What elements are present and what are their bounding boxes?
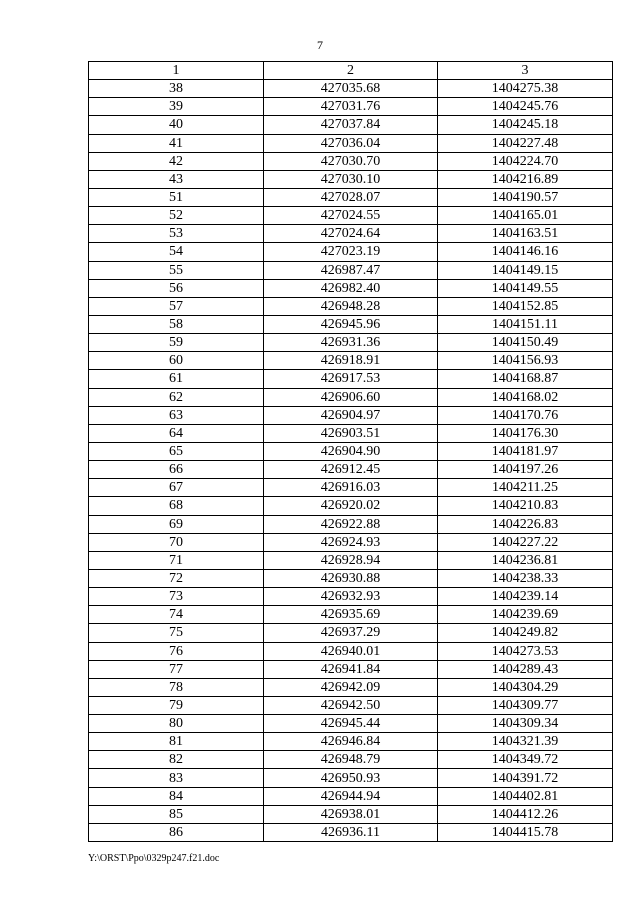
table-cell-col-1: 79 (89, 696, 264, 714)
table-cell-col-1: 63 (89, 406, 264, 424)
table-cell-col-2: 426937.29 (264, 624, 438, 642)
table-cell-col-1: 83 (89, 769, 264, 787)
table-cell-col-2: 426904.97 (264, 406, 438, 424)
table-row (89, 424, 613, 442)
table-cell-col-1: 65 (89, 442, 264, 460)
table-cell-col-3: 1404402.81 (438, 787, 613, 805)
table-cell-col-2: 426916.03 (264, 479, 438, 497)
table-cell-col-3: 1404321.39 (438, 733, 613, 751)
table-row (89, 225, 613, 243)
table-cell-col-1: 81 (89, 733, 264, 751)
table-row (89, 515, 613, 533)
table-cell-col-1: 77 (89, 660, 264, 678)
table-row (89, 715, 613, 733)
table-cell-col-3: 1404275.38 (438, 80, 613, 98)
table-cell-col-3: 1404227.48 (438, 134, 613, 152)
table-cell-col-2: 426940.01 (264, 642, 438, 660)
table-cell-col-3: 1404249.82 (438, 624, 613, 642)
table-cell-col-1: 52 (89, 207, 264, 225)
table-cell-col-1: 78 (89, 678, 264, 696)
table-cell-col-3: 1404190.57 (438, 188, 613, 206)
table-row (89, 823, 613, 841)
table-cell-col-1: 76 (89, 642, 264, 660)
table-row (89, 805, 613, 823)
table-cell-col-2: 426917.53 (264, 370, 438, 388)
table-cell-col-3: 1404304.29 (438, 678, 613, 696)
table-cell-col-3: 1404245.76 (438, 98, 613, 116)
table-row (89, 569, 613, 587)
table-cell-col-2: 426942.50 (264, 696, 438, 714)
table-cell-col-3: 1404181.97 (438, 442, 613, 460)
table-row (89, 588, 613, 606)
table-row (89, 188, 613, 206)
table-cell-col-1: 58 (89, 315, 264, 333)
table-cell-col-2: 426918.91 (264, 352, 438, 370)
table-cell-col-1: 85 (89, 805, 264, 823)
table-cell-col-2: 426944.94 (264, 787, 438, 805)
table-cell-col-1: 75 (89, 624, 264, 642)
table-row (89, 297, 613, 315)
table-cell-col-1: 60 (89, 352, 264, 370)
table-cell-col-1: 66 (89, 461, 264, 479)
table-row (89, 551, 613, 569)
table-cell-col-3: 1404149.55 (438, 279, 613, 297)
table-cell-col-2: 426930.88 (264, 569, 438, 587)
footer-file-path: Y:\ORST\Ppo\0329p247.f21.doc (88, 853, 220, 864)
table-cell-col-2: 427037.84 (264, 116, 438, 134)
table-row (89, 170, 613, 188)
table-row (89, 642, 613, 660)
table-cell-col-1: 69 (89, 515, 264, 533)
table-cell-col-3: 1404165.01 (438, 207, 613, 225)
table-cell-col-3: 1404210.83 (438, 497, 613, 515)
table-row (89, 370, 613, 388)
table-cell-col-1: 74 (89, 606, 264, 624)
table-header-row (89, 62, 613, 80)
table-row (89, 406, 613, 424)
table-cell-col-1: 70 (89, 533, 264, 551)
table-cell-col-2: 426920.02 (264, 497, 438, 515)
table-row (89, 315, 613, 333)
table-cell-col-2: 427030.10 (264, 170, 438, 188)
table-cell-col-2: 426946.84 (264, 733, 438, 751)
table-cell-col-2: 426912.45 (264, 461, 438, 479)
table-row (89, 660, 613, 678)
table-cell-col-3: 1404236.81 (438, 551, 613, 569)
table-cell-col-1: 62 (89, 388, 264, 406)
table-cell-col-1: 54 (89, 243, 264, 261)
table-cell-col-3: 1404168.87 (438, 370, 613, 388)
table-cell-col-1: 59 (89, 334, 264, 352)
table-cell-col-2: 427031.76 (264, 98, 438, 116)
table-cell-col-1: 55 (89, 261, 264, 279)
table-cell-col-1: 53 (89, 225, 264, 243)
table-cell-col-1: 56 (89, 279, 264, 297)
table-cell-col-2: 426903.51 (264, 424, 438, 442)
table-cell-col-3: 1404197.26 (438, 461, 613, 479)
table-cell-col-3: 1404216.89 (438, 170, 613, 188)
table-cell-col-2: 426945.96 (264, 315, 438, 333)
table-row (89, 352, 613, 370)
table-cell-col-1: 64 (89, 424, 264, 442)
page-number: 7 (317, 38, 323, 52)
table-cell-col-3: 1404152.85 (438, 297, 613, 315)
table-cell-col-3: 1404239.69 (438, 606, 613, 624)
table-cell-col-2: 427028.07 (264, 188, 438, 206)
table-cell-col-3: 1404415.78 (438, 823, 613, 841)
table-row (89, 334, 613, 352)
table-cell-col-3: 1404176.30 (438, 424, 613, 442)
table-cell-col-1: 43 (89, 170, 264, 188)
table-row (89, 787, 613, 805)
table-cell-col-1: 61 (89, 370, 264, 388)
table-cell-col-2: 426948.28 (264, 297, 438, 315)
table-row (89, 116, 613, 134)
table-row (89, 678, 613, 696)
table-cell-col-2: 426932.93 (264, 588, 438, 606)
table-cell-col-3: 1404168.02 (438, 388, 613, 406)
table-cell-col-3: 1404211.25 (438, 479, 613, 497)
table-cell-col-3: 1404289.43 (438, 660, 613, 678)
table-row (89, 98, 613, 116)
table-row (89, 751, 613, 769)
table-row (89, 152, 613, 170)
table-cell-col-1: 39 (89, 98, 264, 116)
table-cell-col-3: 1404156.93 (438, 352, 613, 370)
table-cell-col-1: 80 (89, 715, 264, 733)
table-cell-col-2: 426942.09 (264, 678, 438, 696)
table-row (89, 461, 613, 479)
table-row (89, 624, 613, 642)
table-cell-col-2: 426931.36 (264, 334, 438, 352)
table-cell-col-3: 1404163.51 (438, 225, 613, 243)
table-row (89, 733, 613, 751)
table-cell-col-2: 427024.55 (264, 207, 438, 225)
table-cell-col-1: 41 (89, 134, 264, 152)
table-cell-col-2: 426982.40 (264, 279, 438, 297)
table-cell-col-2: 427024.64 (264, 225, 438, 243)
table-header (89, 62, 613, 80)
column-header-3: 3 (438, 62, 613, 80)
table-cell-col-1: 84 (89, 787, 264, 805)
table-cell-col-2: 426938.01 (264, 805, 438, 823)
table-cell-col-1: 67 (89, 479, 264, 497)
table-cell-col-1: 86 (89, 823, 264, 841)
table-cell-col-1: 73 (89, 588, 264, 606)
table-cell-col-3: 1404226.83 (438, 515, 613, 533)
table-row (89, 279, 613, 297)
table-cell-col-1: 42 (89, 152, 264, 170)
table-cell-col-3: 1404151.11 (438, 315, 613, 333)
table-cell-col-3: 1404412.26 (438, 805, 613, 823)
column-header-2: 2 (264, 62, 438, 80)
table-row (89, 769, 613, 787)
table-cell-col-1: 40 (89, 116, 264, 134)
table-cell-col-3: 1404170.76 (438, 406, 613, 424)
table-cell-col-3: 1404224.70 (438, 152, 613, 170)
table-cell-col-1: 71 (89, 551, 264, 569)
table-cell-col-2: 426936.11 (264, 823, 438, 841)
table-row (89, 261, 613, 279)
table-cell-col-3: 1404309.77 (438, 696, 613, 714)
table-row (89, 442, 613, 460)
table-cell-col-3: 1404309.34 (438, 715, 613, 733)
table-cell-col-3: 1404273.53 (438, 642, 613, 660)
table-cell-col-2: 426945.44 (264, 715, 438, 733)
table-row (89, 479, 613, 497)
table-cell-col-1: 51 (89, 188, 264, 206)
table-cell-col-2: 426924.93 (264, 533, 438, 551)
table-cell-col-2: 427030.70 (264, 152, 438, 170)
table-cell-col-2: 427036.04 (264, 134, 438, 152)
table-row (89, 243, 613, 261)
table-cell-col-1: 57 (89, 297, 264, 315)
table-cell-col-2: 427023.19 (264, 243, 438, 261)
column-header-1: 1 (89, 62, 264, 80)
table-cell-col-3: 1404149.15 (438, 261, 613, 279)
table-row (89, 80, 613, 98)
table-cell-col-2: 426948.79 (264, 751, 438, 769)
table-cell-col-2: 426987.47 (264, 261, 438, 279)
table-cell-col-3: 1404227.22 (438, 533, 613, 551)
table-cell-col-2: 426928.94 (264, 551, 438, 569)
table-row (89, 388, 613, 406)
table-cell-col-3: 1404391.72 (438, 769, 613, 787)
table-cell-col-1: 72 (89, 569, 264, 587)
table-cell-col-2: 426922.88 (264, 515, 438, 533)
table-cell-col-2: 426906.60 (264, 388, 438, 406)
table-cell-col-1: 68 (89, 497, 264, 515)
table-cell-col-1: 38 (89, 80, 264, 98)
table-row (89, 134, 613, 152)
table-body (89, 80, 613, 842)
table-row (89, 533, 613, 551)
coordinates-table (88, 61, 613, 842)
table-cell-col-3: 1404239.14 (438, 588, 613, 606)
table-cell-col-2: 427035.68 (264, 80, 438, 98)
table-cell-col-2: 426935.69 (264, 606, 438, 624)
table-cell-col-3: 1404245.18 (438, 116, 613, 134)
table-cell-col-3: 1404238.33 (438, 569, 613, 587)
table-cell-col-3: 1404349.72 (438, 751, 613, 769)
table-row (89, 207, 613, 225)
table-cell-col-1: 82 (89, 751, 264, 769)
table-row (89, 497, 613, 515)
table-row (89, 696, 613, 714)
table-cell-col-3: 1404146.16 (438, 243, 613, 261)
table-cell-col-2: 426941.84 (264, 660, 438, 678)
table-cell-col-3: 1404150.49 (438, 334, 613, 352)
table-cell-col-2: 426904.90 (264, 442, 438, 460)
table-cell-col-2: 426950.93 (264, 769, 438, 787)
table-row (89, 606, 613, 624)
